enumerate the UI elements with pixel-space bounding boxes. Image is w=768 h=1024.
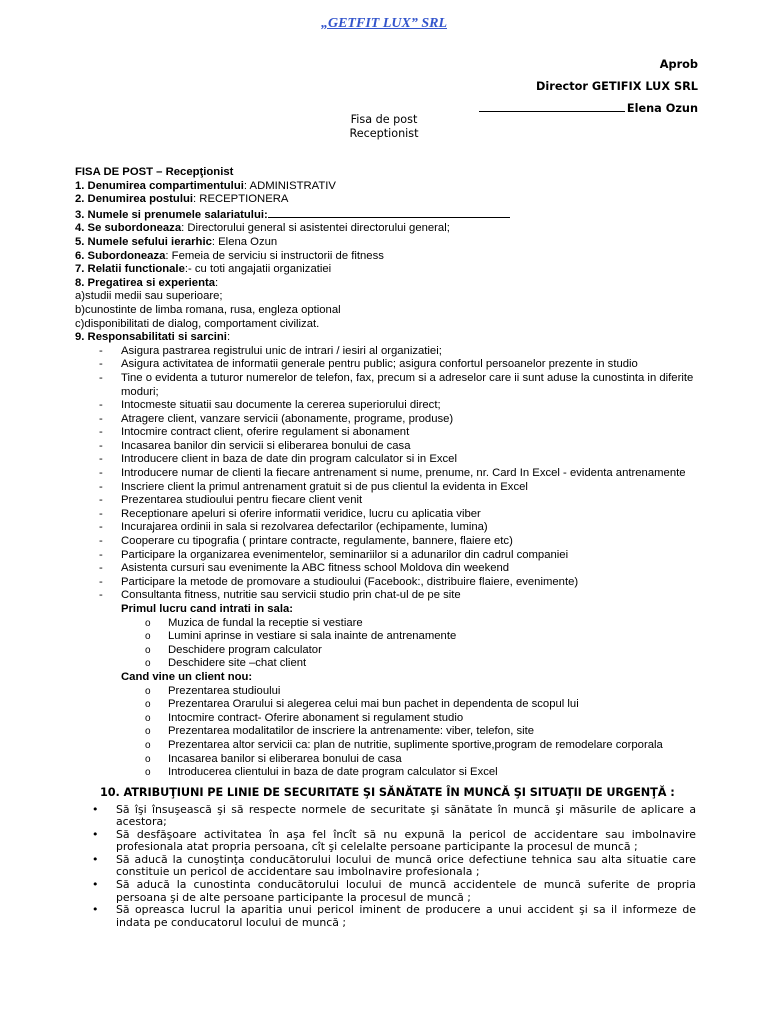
- director-title: Director GETIFIX LUX SRL: [536, 80, 698, 93]
- bullet-marker: •: [92, 853, 99, 867]
- task-item: [75, 494, 721, 508]
- field-colon: :: [226, 331, 231, 344]
- task-item: [75, 372, 721, 399]
- employee-name-blank: [268, 207, 510, 218]
- section-10-colon: :: [666, 786, 675, 799]
- field-label: 1. Denumirea compartimentului: [75, 179, 244, 192]
- title-sub: Receptionist: [349, 127, 419, 140]
- safety-item: [92, 854, 696, 879]
- dash-marker: -: [99, 589, 103, 602]
- circle-marker: o: [145, 767, 151, 779]
- dash-marker: -: [99, 453, 103, 466]
- field-department: [75, 180, 715, 194]
- bullet-marker: •: [92, 828, 99, 842]
- field-label: 4. Se subordoneaza: [75, 222, 182, 235]
- task-item: [75, 440, 721, 454]
- field-value: : ADMINISTRATIV: [243, 179, 336, 192]
- task-text: Participare la metode de promovare a studioului (Facebook:, distribuire flaiere, evenimente): [121, 575, 579, 588]
- section-10-title: 10. ATRIBUŢIUNI PE LINIE DE SECURITATE ŞI SĂNĂTATE ÎN MUNCĂ ŞI SITUAŢII DE URGENŢĂ: [100, 786, 667, 799]
- dash-marker: -: [99, 480, 103, 493]
- dash-marker: -: [99, 358, 103, 371]
- bullet-marker: •: [92, 803, 99, 816]
- bullet-marker: •: [92, 878, 99, 892]
- new-client-item: [75, 766, 715, 780]
- first-step-item: [75, 617, 715, 631]
- new-client-text: Prezentarea altor servicii ca: plan de nutritie, suplimente sportive,program de remodelare corporala: [168, 738, 663, 751]
- circle-marker: o: [145, 644, 151, 656]
- new-client-text: Prezentarea modalitatilor de inscriere la antrenamente: viber, telefon, site: [168, 725, 535, 738]
- signature-blank: [479, 99, 625, 112]
- task-text: Intocmeste situatii sau documente la cererea superiorului direct;: [121, 399, 441, 412]
- new-client-item: [75, 725, 715, 739]
- task-text: Tine o evidenta a tuturor numerelor de telefon, fax, precum si a adreselor care ii sunt aduse la cunostinta in diferite moduri;: [121, 371, 694, 398]
- safety-item: [92, 804, 696, 829]
- task-text: Cooperare cu tipografia ( printare contracte, regulamente, bannere, flaiere etc): [121, 535, 513, 548]
- field-colon: :: [215, 276, 219, 289]
- approval-block: [479, 54, 698, 120]
- circle-marker: o: [145, 685, 151, 697]
- dash-marker: -: [99, 371, 103, 384]
- safety-item: [92, 879, 696, 904]
- new-client-heading: Cand vine un client nou:: [121, 670, 253, 683]
- circle-marker: o: [145, 631, 151, 643]
- dash-marker: -: [99, 507, 103, 520]
- first-step-item: [75, 644, 715, 658]
- field-responsibilities: [75, 331, 715, 345]
- circle-marker: o: [145, 617, 151, 629]
- field-value: :- cu toti angajatii organizatiei: [184, 263, 332, 276]
- field-label: 9. Responsabilitati si sarcini: [75, 331, 227, 344]
- task-item: [75, 508, 721, 522]
- dash-marker: -: [99, 521, 103, 534]
- first-step-item: [75, 657, 715, 671]
- field-value: : Directorului general si asistentei directorului general;: [181, 222, 450, 235]
- field-relations: [75, 263, 715, 277]
- task-text: Inscriere client la primul antrenament gratuit si de pus clientul la evidenta in Excel: [121, 480, 528, 493]
- dash-marker: -: [99, 575, 103, 588]
- safety-item: [92, 829, 696, 854]
- task-text: Introducere numar de clienti la fiecare antrenament si nume, prenume, nr. Card In Excel - evidenta antrenamente: [121, 467, 686, 480]
- field-value: : Elena Ozun: [211, 235, 278, 248]
- task-item: [75, 426, 721, 440]
- dash-marker: -: [99, 467, 103, 480]
- company-name: „GETFIT LUX” SRL: [320, 16, 447, 31]
- job-description-body: [75, 166, 715, 780]
- field-value: : RECEPTIONERA: [193, 193, 289, 206]
- circle-marker: o: [145, 753, 151, 765]
- dash-marker: -: [99, 344, 103, 357]
- task-text: Incurajarea ordinii in sala si rezolvarea defectarilor (echipamente, lumina): [121, 521, 488, 534]
- dash-marker: -: [99, 412, 103, 425]
- task-list: [75, 345, 715, 603]
- dash-marker: -: [99, 494, 103, 507]
- circle-marker: o: [145, 739, 151, 751]
- task-item: [75, 521, 721, 535]
- task-text: Participare la organizarea evenimentelor, seminariilor si a adunarilor din cadrul companiei: [121, 548, 569, 561]
- field-subordinate-to: [75, 222, 715, 236]
- new-client-text: Incasarea banilor si eliberarea bonului de casa: [168, 752, 402, 765]
- bullet-marker: •: [92, 903, 99, 917]
- title-main: Fisa de post: [350, 113, 418, 126]
- safety-text: Să desfăşoare activitatea în aşa fel încît să nu expună la pericol de accidentare sau imbolnavire profesionala atat propria persoana, cît şi celelalte persoane participante la procesul de muncă ;: [116, 828, 696, 854]
- task-text: Consultanta fitness, nutritie sau servicii studio prin chat-ul de pe site: [121, 589, 461, 602]
- safety-text: Să opreasca lucrul la aparitia unui pericol iminent de producere a unui accident şi sa il informeze de indata pe conducatorul locului de muncă ;: [116, 903, 696, 929]
- safety-text: Să îşi însuşească şi să respecte normele de securitate şi sănătate în muncă şi măsurile de aplicare a acestora;: [116, 803, 696, 829]
- field-label: 6. Subordoneaza: [75, 249, 166, 262]
- first-step-text: Muzica de fundal la receptie si vestiare: [168, 616, 363, 629]
- new-client-item: [75, 712, 715, 726]
- first-step-item: [75, 630, 715, 644]
- dash-marker: -: [99, 426, 103, 439]
- task-text: Receptionare apeluri si oferire informatii veridice, lucru cu aplicatia viber: [121, 507, 481, 520]
- task-text: Asigura activitatea de informatii generale pentru public; asigura confortul persoanelor prezente in studio: [121, 358, 638, 371]
- field-label: 5. Numele sefului ierarhic: [75, 235, 212, 248]
- task-item: [75, 562, 721, 576]
- field-label: 3. Numele si prenumele salariatului:: [75, 208, 268, 221]
- new-client-text: Introducerea clientului in baza de date program calculator si Excel: [168, 766, 498, 779]
- field-value: : Femeia de serviciu si instructorii de fitness: [165, 249, 384, 262]
- new-client-item: [75, 753, 715, 767]
- first-steps-list: [75, 617, 715, 671]
- task-item: [75, 453, 721, 467]
- safety-text: Să aducă la cunoştinţa conducătorului locului de muncă orice defectiune tehnica sau alta situatie care constituie un pericol de accidentare sau imbolnavire profesionala ;: [116, 853, 696, 879]
- dash-marker: -: [99, 548, 103, 561]
- dash-marker: -: [99, 562, 103, 575]
- first-step-text: Deschidere program calculator: [168, 643, 322, 656]
- training-item: b)cunostinte de limba romana, rusa, engleza optional: [75, 303, 341, 316]
- task-text: Prezentarea studioului pentru fiecare client venit: [121, 494, 363, 507]
- task-text: Incasarea banilor din servicii si eliberarea bonului de casa: [121, 439, 411, 452]
- task-text: Introducere client in baza de date din program calculator si in Excel: [121, 453, 457, 466]
- safety-list: [92, 804, 696, 929]
- field-subordinates: [75, 250, 715, 264]
- dash-marker: -: [99, 535, 103, 548]
- new-client-item: [75, 685, 715, 699]
- task-item: [75, 481, 721, 495]
- circle-marker: o: [145, 658, 151, 670]
- document-title: [0, 113, 768, 141]
- task-item: [75, 549, 721, 563]
- first-step-text: Deschidere site –chat client: [168, 657, 307, 670]
- task-item: [75, 358, 721, 372]
- new-client-text: Prezentarea Orarului si alegerea celui mai bun pachet in dependenta de scopul lui: [168, 698, 579, 711]
- training-item: c)disponibilitati de dialog, comportament civilizat.: [75, 317, 320, 330]
- training-item: a)studii medii sau superioare;: [75, 290, 223, 303]
- task-item: [75, 576, 721, 590]
- new-client-item: [75, 698, 715, 712]
- task-text: Asistenta cursuri sau evenimente la ABC fitness school Moldova din weekend: [121, 562, 510, 575]
- body-heading: FISA DE POST – Recepţionist: [75, 166, 234, 178]
- circle-marker: o: [145, 699, 151, 711]
- safety-item: [92, 904, 696, 929]
- field-training: [75, 277, 715, 291]
- field-employee-name: [75, 207, 715, 223]
- task-item: [75, 467, 721, 481]
- safety-text: Să aducă la cunostinta conducătorului locului de muncă accidentele de muncă suferite de propria persoana şi de alte persoane participante la procesul de muncă ;: [116, 878, 696, 904]
- field-position: [75, 193, 715, 207]
- field-label: 8. Pregatirea si experienta: [75, 276, 216, 289]
- dash-marker: -: [99, 399, 103, 412]
- task-text: Atragere client, vanzare servicii (abonamente, programe, produse): [121, 412, 454, 425]
- signer-name: Elena Ozun: [626, 102, 698, 115]
- task-item: [75, 589, 721, 603]
- dash-marker: -: [99, 439, 103, 452]
- task-text: Intocmire contract client, oferire regulament si abonament: [121, 426, 410, 439]
- task-item: [75, 345, 721, 359]
- task-item: [75, 413, 721, 427]
- section-10-heading: [100, 786, 675, 799]
- first-step-text: Lumini aprinse in vestiare si sala inainte de antrenamente: [168, 630, 457, 643]
- task-text: Asigura pastrarea registrului unic de intrari / iesiri al organizatiei;: [121, 344, 442, 357]
- new-client-text: Intocmire contract- Oferire abonament si regulament studio: [168, 711, 464, 724]
- new-client-text: Prezentarea studioului: [168, 684, 281, 697]
- field-label: 2. Denumirea postului: [75, 193, 194, 206]
- new-client-list: [75, 685, 715, 780]
- circle-marker: o: [145, 726, 151, 738]
- first-steps-heading: Primul lucru cand intrati in sala:: [121, 603, 294, 615]
- field-supervisor: [75, 236, 715, 250]
- field-label: 7. Relatii functionale: [75, 263, 185, 276]
- new-client-item: [75, 739, 715, 753]
- circle-marker: o: [145, 712, 151, 724]
- approve-label: Aprob: [659, 58, 698, 71]
- task-item: [75, 399, 721, 413]
- task-item: [75, 535, 721, 549]
